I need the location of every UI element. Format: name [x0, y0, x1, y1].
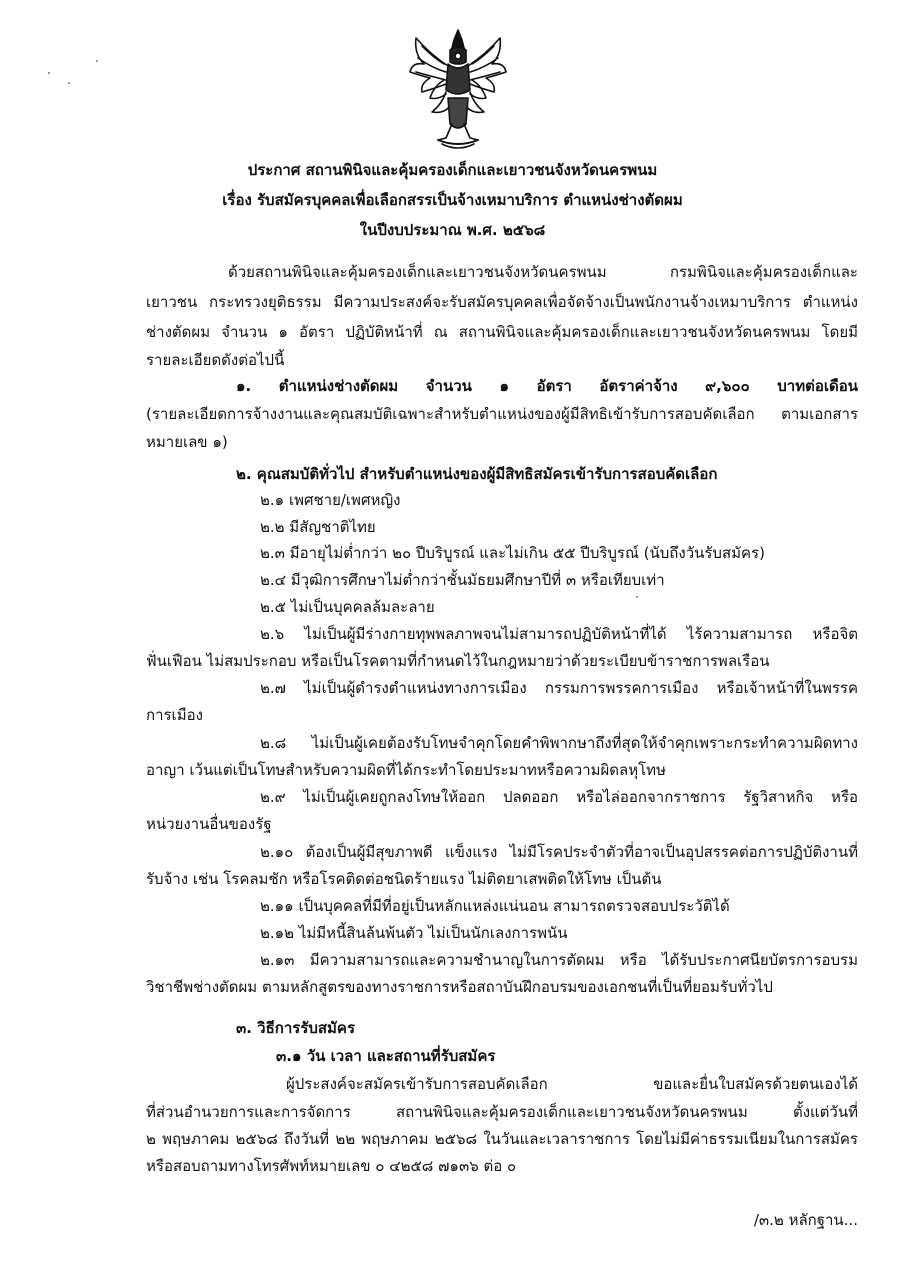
- section1-note-line-2: หมายเลข ๑): [146, 433, 228, 451]
- section3-heading: ๓. วิธีการรับสมัคร: [236, 1019, 356, 1037]
- section1-note-line-1: (รายละเอียดการจ้างงานและคุณสมบัติเฉพาะสำหรับตำแหน่งของผู้มีสิทธิเข้ารับการสอบคัดเลือก ตามเอกสาร: [146, 405, 858, 423]
- qualification-2-10-line-1: ๒.๑๐ ต้องเป็นผู้มีสุขภาพดี แข็งแรง ไม่มีโรคประจำตัวที่อาจเป็นอุปสรรคต่อการปฏิบัติงานที่: [260, 843, 858, 861]
- qualification-2-13-line-1: ๒.๑๓ มีความสามารถและความชำนาญในการตัดผม หรือ ได้รับประกาศนียบัตรการอบรม: [260, 951, 858, 969]
- qualification-2-7-line-2: การเมือง: [146, 706, 203, 724]
- section3-body-line-1: ผู้ประสงค์จะสมัครเข้ารับการสอบคัดเลือก ขอและยื่นใบสมัครด้วยตนเองได้: [286, 1075, 858, 1093]
- qualification-2-2: ๒.๒ มีสัญชาติไทย: [260, 518, 376, 536]
- title-line-2: เรื่อง รับสมัครบุคคลเพื่อเลือกสรรเป็นจ้างเหมาบริการ ตำแหน่งช่างตัดผม: [222, 191, 683, 209]
- scan-speck: [636, 596, 638, 598]
- qualification-2-6-line-1: ๒.๖ ไม่เป็นผู้มีร่างกายทุพพลภาพจนไม่สามารถปฏิบัติหน้าที่ได้ ไร้ความสามารถ หรือจิต: [260, 625, 858, 643]
- qualification-2-7-line-1: ๒.๗ ไม่เป็นผู้ดำรงตำแหน่งทางการเมือง กรรมการพรรคการเมือง หรือเจ้าหน้าที่ในพรรค: [260, 679, 858, 697]
- qualification-2-13-line-2: วิชาชีพช่างตัดผม ตามหลักสูตรของทางราชการหรือสถาบันฝึกอบรมของเอกชนที่เป็นที่ยอมรับทั่วไป: [146, 978, 773, 996]
- qualification-2-8-line-2: อาญา เว้นแต่เป็นโทษสำหรับความผิดที่ได้กระทำโดยประมาทหรือความผิดลหุโทษ: [146, 761, 666, 779]
- intro-line-1: ด้วยสถานพินิจและคุ้มครองเด็กและเยาวชนจังหวัดนครพนม กรมพินิจและคุ้มครองเด็กและ: [228, 263, 858, 281]
- qualification-2-5: ๒.๕ ไม่เป็นบุคคลล้มละลาย: [260, 598, 435, 616]
- intro-line-3: ช่างตัดผม จำนวน ๑ อัตรา ปฏิบัติหน้าที่ ณ สถานพินิจและคุ้มครองเด็กและเยาวชนจังหวัดนครพนม โดยมี: [146, 323, 858, 341]
- scan-speck: [68, 82, 70, 84]
- qualification-2-8-line-1: ๒.๘ ไม่เป็นผู้เคยต้องรับโทษจำคุกโดยคำพิพากษาถึงที่สุดให้จำคุกเพราะกระทำความผิดทาง: [260, 734, 858, 752]
- section3-sub-heading: ๓.๑ วัน เวลา และสถานที่รับสมัคร: [276, 1047, 496, 1065]
- qualification-2-4: ๒.๔ มีวุฒิการศึกษาไม่ต่ำกว่าชั้นมัธยมศึกษาปีที่ ๓ หรือเทียบเท่า: [260, 571, 665, 589]
- qualification-2-11: ๒.๑๑ เป็นบุคคลที่มีที่อยู่เป็นหลักแหล่งแน่นอน สามารถตรวจสอบประวัติได้: [260, 897, 730, 915]
- intro-line-4: รายละเอียดดังต่อไปนี้: [146, 351, 285, 369]
- scan-speck: [96, 60, 98, 62]
- qualification-2-6-line-2: ฟั่นเฟือน ไม่สมประกอบ หรือเป็นโรคตามที่กำหนดไว้ในกฎหมายว่าด้วยระเบียบข้าราชการพลเรือน: [146, 652, 770, 670]
- qualification-2-3: ๒.๓ มีอายุไม่ต่ำกว่า ๒๐ ปีบริบูรณ์ และไม่เกิน ๕๕ ปีบริบูรณ์ (นับถึงวันรับสมัคร): [260, 544, 765, 562]
- qualification-2-12: ๒.๑๒ ไม่มีหนี้สินล้นพ้นตัว ไม่เป็นนักเลงการพนัน: [260, 924, 568, 942]
- garuda-emblem-icon: [408, 28, 508, 154]
- qualification-2-1: ๒.๑ เพศชาย/เพศหญิง: [260, 491, 401, 509]
- section3-body-line-2: ที่ส่วนอำนวยการและการจัดการ สถานพินิจและคุ้มครองเด็กและเยาวชนจังหวัดนครพนม ตั้งแต่วันที่: [146, 1103, 858, 1121]
- page-continuation: /๓.๒ หลักฐาน...: [753, 1211, 858, 1229]
- title-line-1: ประกาศ สถานพินิจและคุ้มครองเด็กและเยาวชนจังหวัดนครพนม: [247, 161, 658, 179]
- qualification-2-9-line-1: ๒.๙ ไม่เป็นผู้เคยถูกลงโทษให้ออก ปลดออก หรือไล่ออกจากราชการ รัฐวิสาหกิจ หรือ: [260, 788, 858, 806]
- section3-body-line-3: ๒ พฤษภาคม ๒๕๖๘ ถึงวันที่ ๒๒ พฤษภาคม ๒๕๖๘ ในวันและเวลาราชการ โดยไม่มีค่าธรรมเนียมในการสมัคร: [146, 1130, 858, 1148]
- section1-heading: ๑. ตำแหน่งช่างตัดผม จำนวน ๑ อัตรา อัตราค่าจ้าง ๙,๖๐๐ บาทต่อเดือน: [236, 377, 858, 395]
- section2-heading: ๒. คุณสมบัติทั่วไป สำหรับตำแหน่งของผู้มีสิทธิสมัครเข้ารับการสอบคัดเลือก: [236, 465, 718, 483]
- scan-speck: [48, 72, 50, 74]
- intro-line-2: เยาวชน กระทรวงยุติธรรม มีความประสงค์จะรับสมัครบุคคลเพื่อจัดจ้างเป็นพนักงานจ้างเหมาบริการ ตำแหน่ง: [146, 293, 858, 311]
- title-line-3: ในปีงบประมาณ พ.ศ. ๒๕๖๘: [359, 221, 546, 239]
- qualification-2-10-line-2: รับจ้าง เช่น โรคลมชัก หรือโรคติดต่อชนิดร้ายแรง ไม่ติดยาเสพติดให้โทษ เป็นต้น: [146, 870, 662, 888]
- qualification-2-9-line-2: หน่วยงานอื่นของรัฐ: [146, 815, 272, 833]
- section3-body-line-4: หรือสอบถามทางโทรศัพท์หมายเลข ๐ ๔๒๕๘ ๗๑๓๖ ต่อ ๐: [146, 1157, 517, 1175]
